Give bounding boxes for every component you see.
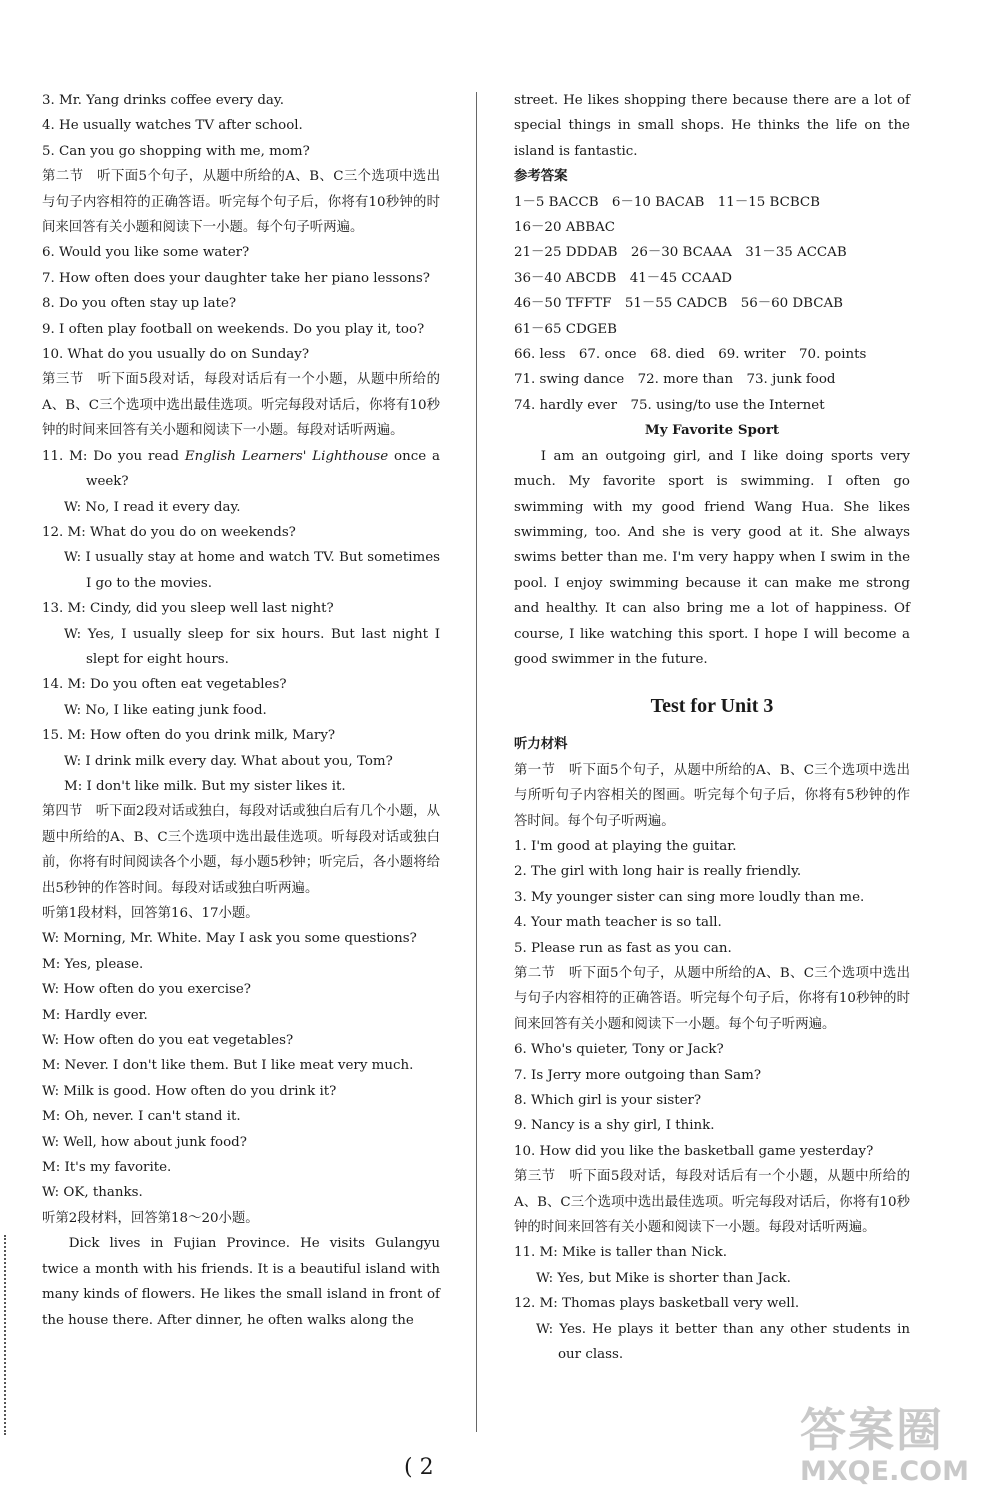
column-divider: [476, 92, 477, 1432]
sentence-3: 3. My younger sister can sing more loudly than me.: [514, 889, 865, 905]
material-1-line: M: It's my favorite.: [42, 1160, 172, 1176]
section-2-instructions: 第二节 听下面5个句子，从题中所给的A、B、C三个选项中选出与句子内容相符的正确答语。听完每个句子后，你将有10秒钟的时间来回答有关小题和阅读下一小题。每个句子听两遍。: [514, 966, 910, 1032]
material-1-line: M: Yes, please.: [42, 956, 144, 972]
question-6: 6. Would you like some water?: [42, 245, 250, 261]
answer-row: 61－65 CDGEB: [514, 321, 618, 337]
answer-row: 16－20 ABBAC: [514, 220, 615, 236]
dialog-15-m2: M: I don't like milk. But my sister likes it.: [64, 778, 346, 794]
material-1-line: W: Well, how about junk food?: [42, 1134, 247, 1150]
answer-row: 71. swing dance 72. more than 73. junk food: [514, 372, 836, 388]
dialog-15-w: W: I drink milk every day. What about you, Tom?: [64, 753, 393, 769]
sentence-5: 5. Please run as fast as you can.: [514, 940, 732, 956]
section-1-instructions: 第一节 听下面5个句子，从题中所给的A、B、C三个选项中选出与所听句子内容相关的图画。听完每个句子后，你将有5秒钟的作答时间。每个句子听两遍。: [514, 762, 910, 829]
dialog-14-m: 14. M: Do you often eat vegetables?: [42, 677, 287, 693]
dialog-11-m: 11. M: Mike is taller than Nick.: [514, 1245, 727, 1261]
sentence-1: 1. I'm good at playing the guitar.: [514, 838, 737, 854]
binding-margin-dots: [4, 1235, 6, 1435]
dialog-15-m: 15. M: How often do you drink milk, Mary?: [42, 728, 336, 744]
dialog-11-w: W: No, I read it every day.: [64, 499, 241, 515]
dialog-14-w: W: No, I like eating junk food.: [64, 702, 267, 718]
watermark-url: MXQE.COM: [800, 1456, 969, 1487]
material-1-line: W: OK, thanks.: [42, 1185, 143, 1201]
left-column: [42, 88, 440, 1333]
material-1-line: W: Milk is good. How often do you drink it?: [42, 1083, 337, 1099]
material-1-line: M: Hardly ever.: [42, 1007, 148, 1023]
material-2-title: 听第2段材料，回答第18～20小题。: [42, 1210, 259, 1226]
answer-row: 74. hardly ever 75. using/to use the Internet: [514, 397, 825, 413]
sentence-2: 2. The girl with long hair is really friendly.: [514, 864, 802, 880]
material-2-passage: Dick lives in Fujian Province. He visits Gulangyu twice a month with his friends. It is a beautiful island with many kinds of flowers. He likes the small island in front of the house there. After dinner, he often walks along the: [42, 1236, 440, 1328]
magazine-title: English Learners' Lighthouse: [184, 448, 389, 464]
sentence-4: 4. Your math teacher is so tall.: [514, 915, 722, 931]
question-10: 10. What do you usually do on Sunday?: [42, 347, 310, 363]
section-3-instructions: 第三节 听下面5段对话，每段对话后有一个小题，从题中所给的A、B、C三个选项中选出最佳选项。听完每段对话后，你将有10秒钟的时间来回答有关小题和阅读下一小题。每段对话听两遍。: [514, 1169, 910, 1236]
answer-row: 46－50 TFFTF 51－55 CADCB 56－60 DBCAB: [514, 296, 844, 312]
watermark-chars: 答案圈: [800, 1403, 944, 1457]
dialog-11-m: 11. M: Do you read English Learners' Lighthouse once a week?: [42, 448, 440, 490]
essay-title: My Favorite Sport: [644, 422, 780, 439]
question-9: 9. I often play football on weekends. Do you play it, too?: [42, 321, 425, 337]
section-3-instructions: 第三节 听下面5段对话，每段对话后有一个小题，从题中所给的A、B、C三个选项中选出最佳选项。听完每段对话后，你将有10秒钟的时间来回答有关小题和阅读下一小题。每段对话听两遍。: [42, 372, 440, 439]
dialog-12-w: W: I usually stay at home and watch TV. But sometimes I go to the movies.: [64, 550, 440, 591]
answers-title: 参考答案: [514, 168, 568, 185]
material-1-title: 听第1段材料，回答第16、17小题。: [42, 906, 259, 921]
essay-body: I am an outgoing girl, and I like doing sports very much. My favorite sport is swimming. I often go swimming with my good friend Wang Hua. She likes swimming, too. And she is very good at it. She always swims better than me. I'm very happy when I swim in the pool. I enjoy swimming because it can make me strong and healthy. It can also bring me a lot of happiness. Of course, I like watching this sport. I hope I will become a good swimmer in the future.: [514, 448, 910, 667]
material-1-line: W: How often do you eat vegetables?: [42, 1033, 294, 1049]
question-10: 10. How did you like the basketball game yesterday?: [514, 1143, 874, 1159]
dialog-12-m: 12. M: What do you do on weekends?: [42, 524, 296, 540]
question-7: 7. How often does your daughter take her piano lessons?: [42, 270, 430, 286]
question-9: 9. Nancy is a shy girl, I think.: [514, 1118, 715, 1134]
material-1-line: M: Never. I don't like them. But I like meat very much.: [42, 1058, 414, 1074]
material-1-line: W: Morning, Mr. White. May I ask you some questions?: [42, 931, 417, 947]
material-2-passage-cont: street. He likes shopping there because there are a lot of special things in small shops. He thinks the life on the island is fantastic.: [514, 93, 910, 159]
material-1-line: M: Oh, never. I can't stand it.: [42, 1109, 241, 1125]
unit-title: Test for Unit 3: [650, 695, 774, 718]
material-1-line: W: How often do you exercise?: [42, 982, 251, 998]
section-2-instructions: 第二节 听下面5个句子，从题中所给的A、B、C三个选项中选出与句子内容相符的正确答语。听完每个句子后，你将有10秒钟的时间来回答有关小题和阅读下一小题。每个句子听两遍。: [42, 169, 440, 236]
sentence-3: 3. Mr. Yang drinks coffee every day.: [42, 93, 284, 108]
answer-row: 66. less 67. once 68. died 69. writer 70. points: [514, 347, 867, 363]
watermark-logo: [800, 1405, 996, 1500]
sentence-5: 5. Can you go shopping with me, mom?: [42, 143, 310, 159]
dialog-12-w: W: Yes. He plays it better than any other students in our class.: [536, 1321, 910, 1363]
question-8: 8. Which girl is your sister?: [514, 1093, 702, 1109]
page-number: ( 2: [404, 1455, 434, 1480]
sentence-4: 4. He usually watches TV after school.: [42, 118, 303, 134]
right-column: [514, 88, 910, 1368]
dialog-13-m: 13. M: Cindy, did you sleep well last night?: [42, 601, 334, 617]
dialog-13-w: W: Yes, I usually sleep for six hours. But last night I slept for eight hours.: [64, 626, 440, 667]
dialog-11-w: W: Yes, but Mike is shorter than Jack.: [536, 1270, 791, 1286]
dialog-12-m: 12. M: Thomas plays basketball very well.: [514, 1296, 800, 1312]
answer-row: 1－5 BACCB 6－10 BACAB 11－15 BCBCB: [514, 194, 821, 210]
listening-title: 听力材料: [514, 736, 568, 753]
question-7: 7. Is Jerry more outgoing than Sam?: [514, 1067, 762, 1083]
answer-row: 21－25 DDDAB 26－30 BCAAA 31－35 ACCAB: [514, 245, 847, 261]
question-8: 8. Do you often stay up late?: [42, 296, 237, 312]
answer-row: 36－40 ABCDB 41－45 CCAAD: [514, 270, 732, 286]
question-6: 6. Who's quieter, Tony or Jack?: [514, 1042, 724, 1058]
section-4-instructions: 第四节 听下面2段对话或独白，每段对话或独白后有几个小题，从题中所给的A、B、C三个选项中选出最佳选项。听每段对话或独白前，你将有时间阅读各个小题，每小题5秒钟；听完后，各小题将给出5秒钟的作答时间。每段对话或独白听两遍。: [42, 804, 440, 896]
